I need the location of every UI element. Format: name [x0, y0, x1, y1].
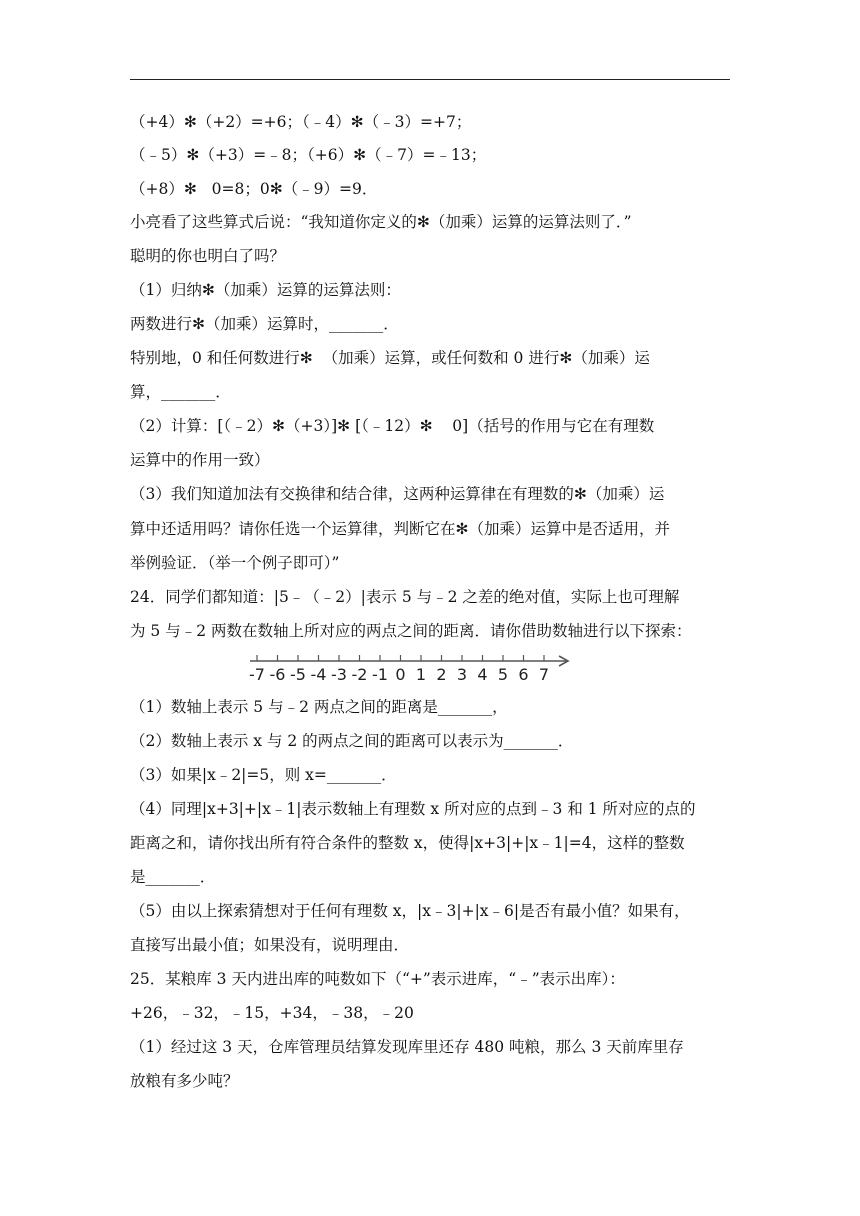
text-line: （3）我们知道加法有交换律和结合律，这两种运算律在有理数的✻（加乘）运	[130, 485, 665, 503]
text-line: （4）同理|x+3|+|x﹣1|表示数轴上有理数 x 所对应的点到﹣3 和 1 所对应的点的	[130, 800, 696, 818]
text-line: 举例验证．（举一个例子即可）”	[130, 554, 340, 572]
text-line: 为 5 与﹣2 两数在数轴上所对应的两点之间的距离．请你借助数轴进行以下探索：	[130, 622, 692, 640]
number-line-label: -6	[269, 665, 286, 684]
text-line: （1）归纳✻（加乘）运算的运算法则：	[130, 281, 401, 299]
text-line: 特别地，0 和任何数进行✻ （加乘）运算，或任何数和 0 进行✻（加乘）运	[130, 349, 650, 367]
text-line: （﹣5）✻（+3）=﹣8；（+6）✻（﹣7）=﹣13；	[130, 146, 487, 164]
text-line: （2）数轴上表示 x 与 2 的两点之间的距离可以表示为_______．	[130, 732, 574, 750]
number-line-label: 1	[415, 665, 427, 684]
text-line: 小亮看了这些算式后说：“我知道你定义的✻（加乘）运算的运算法则了．”	[130, 213, 632, 231]
number-line-label: 0	[395, 665, 406, 684]
text-line: 距离之和，请你找出所有符合条件的整数 x，使得|x+3|+|x﹣1|=4，这样的整数	[130, 834, 685, 852]
text-line: 聪明的你也明白了吗？	[130, 247, 286, 265]
number-line-label: 5	[497, 665, 509, 684]
number-line-label: -3	[331, 665, 347, 684]
number-line-label: -4	[310, 665, 327, 684]
number-line-ticks	[257, 655, 544, 661]
header-rule	[130, 79, 730, 80]
number-line-label: 2	[436, 665, 447, 684]
number-line	[248, 650, 578, 684]
text-line: 两数进行✻（加乘）运算时，_______．	[130, 315, 399, 333]
text-line: （+4）✻（+2）=+6；（﹣4）✻（﹣3）=+7；	[130, 113, 472, 131]
number-line-label: -1	[372, 665, 388, 684]
number-line-label: -5	[290, 665, 306, 684]
text-line: 运算中的作用一致）	[130, 451, 270, 469]
text-line: 是_______．	[130, 868, 216, 886]
text-line: 直接写出最小值；如果没有，说明理由．	[130, 936, 410, 954]
number-line-label: -2	[351, 665, 368, 684]
text-line: 算，_______．	[130, 383, 231, 401]
text-line: （5）由以上探索猜想对于任何有理数 x，|x﹣3|+|x﹣6|是否有最小值？如果有，	[130, 902, 690, 920]
text-line: 25．某粮库 3 天内进出库的吨数如下（“+”表示进库，“﹣”表示出库）：	[130, 970, 625, 988]
number-line-label: 7	[538, 665, 550, 684]
number-line-labels	[249, 665, 549, 684]
text-line: （1）经过这 3 天，仓库管理员结算发现库里还存 480 吨粮，那么 3 天前库里存	[130, 1038, 684, 1056]
text-line: （3）如果|x﹣2|=5，则 x=_______．	[130, 766, 397, 784]
number-line-label: 4	[477, 665, 488, 684]
number-line-label: 3	[456, 665, 468, 684]
text-line: （2）计算：[（﹣2）✻（+3）]✻ [（﹣12）✻ 0]（括号的作用与它在有理数	[130, 417, 655, 435]
text-line: （+8）✻ 0=8；0✻（﹣9）=9．	[130, 180, 378, 198]
text-line: （1）数轴上表示 5 与﹣2 两点之间的距离是_______，	[130, 698, 508, 716]
text-line: 算中还适用吗？请你任选一个运算律，判断它在✻（加乘）运算中是否适用，并	[130, 520, 670, 538]
text-line: 24．同学们都知道：|5﹣（﹣2）|表示 5 与﹣2 之差的绝对值，实际上也可理解	[130, 588, 680, 606]
number-line-label: 6	[518, 665, 529, 684]
text-line: +26，﹣32，﹣15，+34，﹣38，﹣20	[130, 1004, 414, 1022]
number-line-label: -7	[249, 665, 265, 684]
text-line: 放粮有多少吨？	[130, 1072, 239, 1090]
